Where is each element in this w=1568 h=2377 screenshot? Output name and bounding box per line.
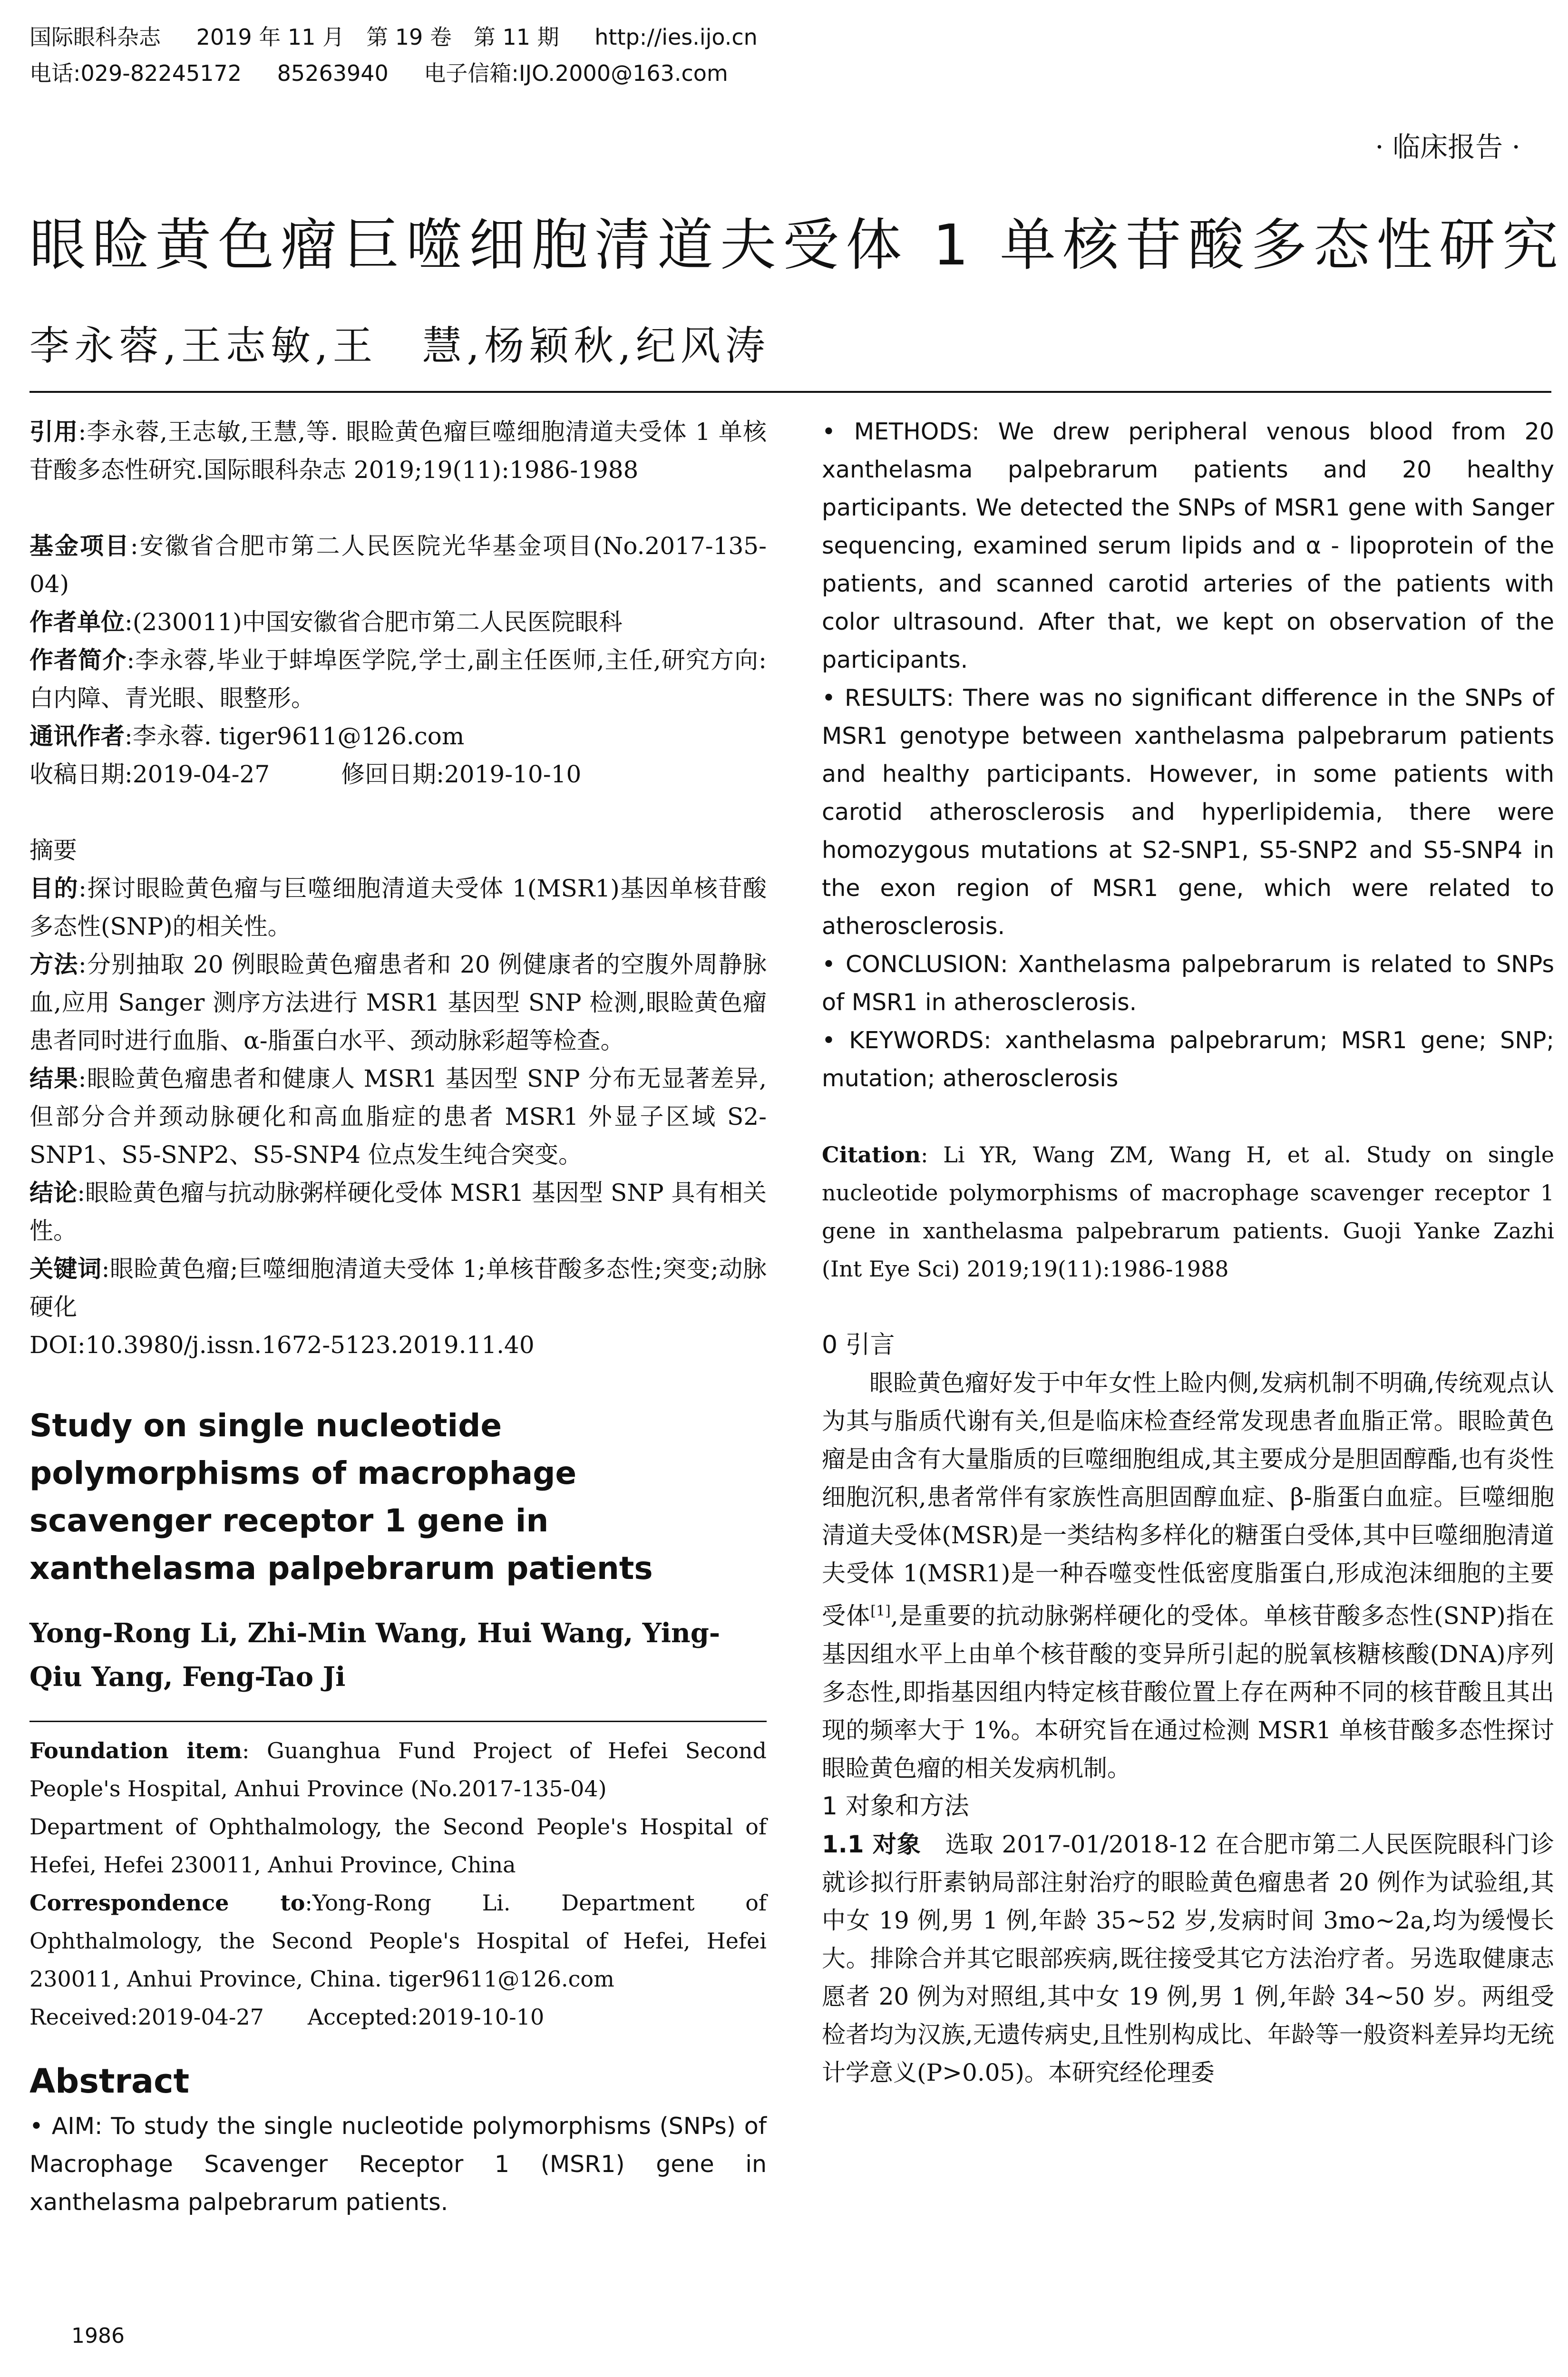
abstract-aim-en: • AIM: To study the single nucleotide polymorphisms (SNPs) of Macrophage Scavenger Receptor 1 (MSR1) gene in xanthelasma palpebrarum patients. [29, 2113, 767, 2216]
citation-zh: 引用:李永蓉,王志敏,王慧,等. 眼睑黄色瘤巨噬细胞清道夫受体 1 单核苷酸多态性研究.国际眼科杂志 2019;19(11):1986-1988 [29, 418, 767, 484]
article-title: 眼睑黄色瘤巨噬细胞清道夫受体 1 单核苷酸多态性研究 [29, 212, 1565, 278]
abstract-results-en: • RESULTS: There was no significant difference in the SNPs of MSR1 genotype between xanthelasma palpebrarum patients and healthy participants. However, in some patients with carotid atherosclerosis and hyperlipidemia, there were homozygous mutations at S2-SNP1, S5-SNP2 and S5-SNP4 in the exon region of MSR1 gene, which were related to atherosclerosis. [822, 684, 1554, 940]
abstract-heading-en: Abstract [29, 2062, 190, 2101]
authors-divider [29, 1721, 767, 1722]
corresponding-author: 通讯作者:李永蓉. tiger9611@126.com [29, 722, 465, 750]
english-title: Study on single nucleotide polymorphisms of macrophage scavenger receptor 1 gene in xanthelasma palpebrarum patients [29, 1407, 653, 1587]
doi[interactable]: DOI:10.3980/j.issn.1672-5123.2019.11.40 [29, 1331, 535, 1359]
journal-name: 国际眼科杂志 [29, 24, 161, 50]
journal-header [29, 19, 1551, 91]
intro-heading: 0 引言 [822, 1331, 895, 1359]
subjects-heading: 1.1 对象 [822, 1830, 921, 1858]
citation-en: Citation: Li YR, Wang ZM, Wang H, et al. Study on single nucleotide polymorphisms of macrophage scavenger receptor 1 gene in xanthelasma palpebrarum patients. Guoji Yanke Zazhi (Int Eye Sci) 2019;19(11):1986-1988 [822, 1142, 1554, 1282]
abstract-methods-zh: 方法:分别抽取 20 例眼睑黄色瘤患者和 20 例健康者的空腹外周静脉血,应用 Sanger 测序方法进行 MSR1 基因型 SNP 检测,眼睑黄色瘤患者同时进行血脂、α-脂蛋白水平、颈动脉彩超等检查。 [29, 951, 767, 1054]
keywords-zh: 关键词:眼睑黄色瘤;巨噬细胞清道夫受体 1;单核苷酸多态性;突变;动脉硬化 [29, 1255, 767, 1321]
journal-email[interactable]: 电子信箱:IJO.2000@163.com [424, 60, 728, 86]
journal-phone: 电话:029-82245172 [29, 60, 242, 86]
abstract-conclusion-zh: 结论:眼睑黄色瘤与抗动脉粥样硬化受体 MSR1 基因型 SNP 具有相关性。 [29, 1179, 767, 1245]
journal-phone-2: 85263940 [277, 60, 389, 86]
journal-url[interactable]: http://ies.ijo.cn [594, 24, 758, 50]
intro-paragraph: 眼睑黄色瘤好发于中年女性上睑内侧,发病机制不明确,传统观点认为其与脂质代谢有关,但是临床检查经常发现患者血脂正常。眼睑黄色瘤是由含有大量脂质的巨噬细胞组成,其主要成分是胆固醇酯,也有炎性细胞沉积,患者常伴有家族性高胆固醇血症、β-脂蛋白血症。巨噬细胞清道夫受体(MSR)是一类结构多样化的糖蛋白受体,其中巨噬细胞清道夫受体 1(MSR1)是一种吞噬变性低密度脂蛋白,形成泡沫细胞的主要受体[1],是重要的抗动脉粥样硬化的受体。单核苷酸多态性(SNP)指在基因组水平上由单个核苷酸的变异所引起的脱氧核糖核酸(DNA)序列多态性,即指基因组内特定核苷酸位置上存在两种不同的核苷酸且其出现的频率大于 1%。本研究旨在通过检测 MSR1 单核苷酸多态性探讨眼睑黄色瘤的相关发病机制。 [822, 1369, 1554, 1782]
abstract-heading-zh: 摘要 [29, 837, 77, 864]
keywords-en: • KEYWORDS: xanthelasma palpebrarum; MSR1 gene; SNP; mutation; atherosclerosis [822, 1027, 1554, 1092]
abstract-results-zh: 结果:眼睑黄色瘤患者和健康人 MSR1 基因型 SNP 分布无显著差异,但部分合并颈动脉硬化和高血脂症的患者 MSR1 外显子区域 S2-SNP1、S5-SNP2、S5-SNP4 位点发生纯合突变。 [29, 1065, 767, 1169]
abstract-conclusion-en: • CONCLUSION: Xanthelasma palpebrarum is related to SNPs of MSR1 in atherosclerosis. [822, 951, 1554, 1016]
fund-item: 基金项目:安徽省合肥市第二人民医院光华基金项目(No.2017-135-04) [29, 532, 767, 598]
methods-heading: 1 对象和方法 [822, 1792, 969, 1821]
foundation-item: Foundation item: Guanghua Fund Project of Hefei Second People's Hospital, Anhui Province (No.2017-135-04) [29, 1738, 767, 1802]
title-divider [29, 391, 1551, 393]
abstract-methods-en: • METHODS: We drew peripheral venous blood from 20 xanthelasma palpebrarum patients and 20 healthy participants. We detected the SNPs of MSR1 gene with Sanger sequencing, examined serum lipids and α - lipoprotein of the patients, and scanned carotid arteries of the patients with color ultrasound. After that, we kept on observation of the participants. [822, 418, 1554, 673]
received-dates-en: Received:2019-04-27 Accepted:2019-10-10 [29, 2004, 545, 2030]
author-unit: 作者单位:(230011)中国安徽省合肥市第二人民医院眼科 [29, 608, 623, 636]
author-bio: 作者简介:李永蓉,毕业于蚌埠医学院,学士,副主任医师,主任,研究方向:白内障、青光眼、眼整形。 [29, 646, 767, 712]
section-label: · 临床报告 · [1375, 131, 1520, 163]
article-authors: 李永蓉,王志敏,王 慧,杨颖秋,纪风涛 [29, 322, 770, 369]
department: Department of Ophthalmology, the Second People's Hospital of Hefei, Hefei 230011, Anhui Province, China [29, 1814, 767, 1878]
received-dates-zh: 收稿日期:2019-04-27 修回日期:2019-10-10 [29, 760, 582, 788]
left-column [29, 413, 767, 2221]
english-authors: Yong-Rong Li, Zhi-Min Wang, Hui Wang, Ying-Qiu Yang, Feng-Tao Ji [29, 1617, 721, 1693]
correspondence: Correspondence to:Yong-Rong Li. Department of Ophthalmology, the Second People's Hospital of Hefei, Hefei 230011, Anhui Province, China. tiger9611@126.com [29, 1890, 767, 1992]
right-column [822, 413, 1554, 2092]
subjects-paragraph: 1.1 对象 选取 2017-01/2018-12 在合肥市第二人民医院眼科门诊就诊拟行肝素钠局部注射治疗的眼睑黄色瘤患者 20 例作为试验组,其中女 19 例,男 1 例,年龄 35~52 岁,发病时间 3mo~2a,均为缓慢长大。排除合并其它眼部疾病,既往接受其它方法治疗者。另选取健康志愿者 20 例为对照组,其中女 19 例,男 1 例,年龄 34~50 岁。两组受检者均为汉族,无遗传病史,且性别构成比、年龄等一般资料差异均无统计学意义(P>0.05)。本研究经伦理委 [822, 1830, 1554, 2086]
reference-1[interactable]: [1] [870, 1603, 891, 1619]
journal-issue: 2019 年 11 月 第 19 卷 第 11 期 [196, 24, 559, 50]
abstract-aim-zh: 目的:探讨眼睑黄色瘤与巨噬细胞清道夫受体 1(MSR1)基因单核苷酸多态性(SNP)的相关性。 [29, 875, 767, 940]
page-number: 1986 [71, 2324, 125, 2348]
